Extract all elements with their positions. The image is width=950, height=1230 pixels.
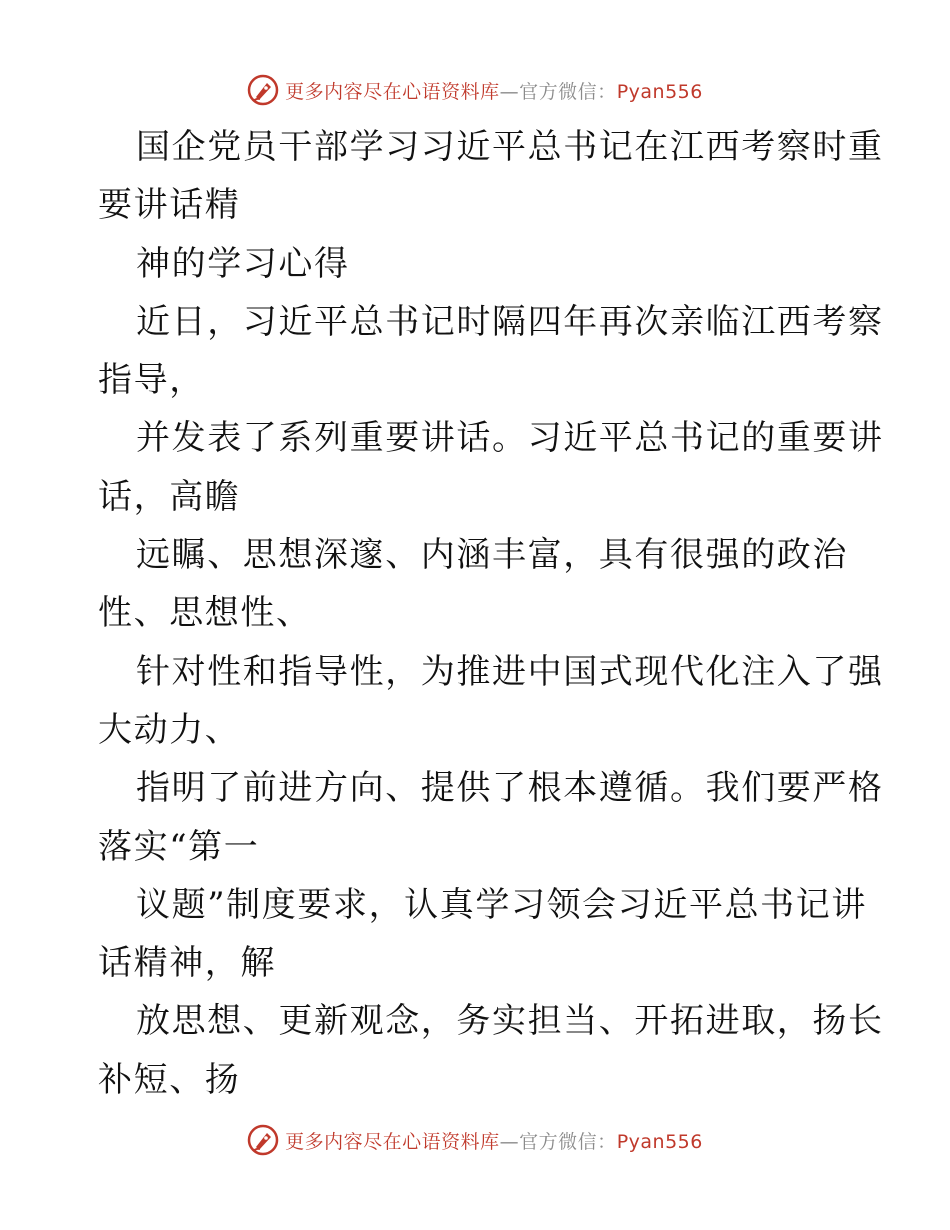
body-line: 性、思想性、 (98, 593, 312, 634)
header-watermark (0, 72, 950, 108)
watermark-separator: — (499, 1130, 520, 1153)
title-line-continued: 要讲话精 (98, 185, 241, 226)
body-line: 话精神，解 (98, 943, 276, 984)
title-line: 国企党员干部学习习近平总书记在江西考察时重 (136, 127, 884, 167)
body-line: 神的学习心得 (136, 243, 350, 284)
body-line: 并发表了系列重要讲话。习近平总书记的重要讲 (136, 418, 884, 459)
body-line: 放思想、更新观念，务实担当、开拓进取，扬长 (136, 1001, 884, 1042)
watermark-official-text: 官方微信： (519, 80, 617, 103)
watermark-wechat-id: Pyan556 (616, 80, 703, 103)
watermark-site-text: 更多内容尽在心语资料库 (285, 80, 500, 103)
watermark-site-text: 更多内容尽在心语资料库 (285, 1130, 500, 1153)
body-line: 指导， (98, 360, 205, 401)
watermark-wechat-id: Pyan556 (616, 1130, 703, 1153)
watermark-text (285, 77, 703, 104)
body-line: 大动力、 (98, 709, 241, 750)
body-line: 议题”制度要求，认真学习领会习近平总书记讲 (136, 884, 867, 925)
watermark-separator: — (499, 80, 520, 103)
document-body (98, 118, 884, 1109)
body-line: 补短、扬 (98, 1059, 241, 1100)
body-line: 近日，习近平总书记时隔四年再次亲临江西考察 (136, 301, 884, 342)
body-line: 落实“第一 (98, 826, 260, 867)
body-line: 针对性和指导性，为推进中国式现代化注入了强 (136, 651, 884, 692)
body-line: 指明了前进方向、提供了根本遵循。我们要严格 (136, 768, 884, 809)
footer-watermark (0, 1122, 950, 1158)
pen-nib-circle-icon (247, 74, 279, 106)
body-line: 远瞩、思想深邃、内涵丰富，具有很强的政治 (136, 535, 848, 576)
watermark-official-text: 官方微信： (519, 1130, 617, 1153)
watermark-text (285, 1127, 703, 1154)
body-line: 话，高瞻 (98, 476, 241, 517)
pen-nib-circle-icon (247, 1124, 279, 1156)
